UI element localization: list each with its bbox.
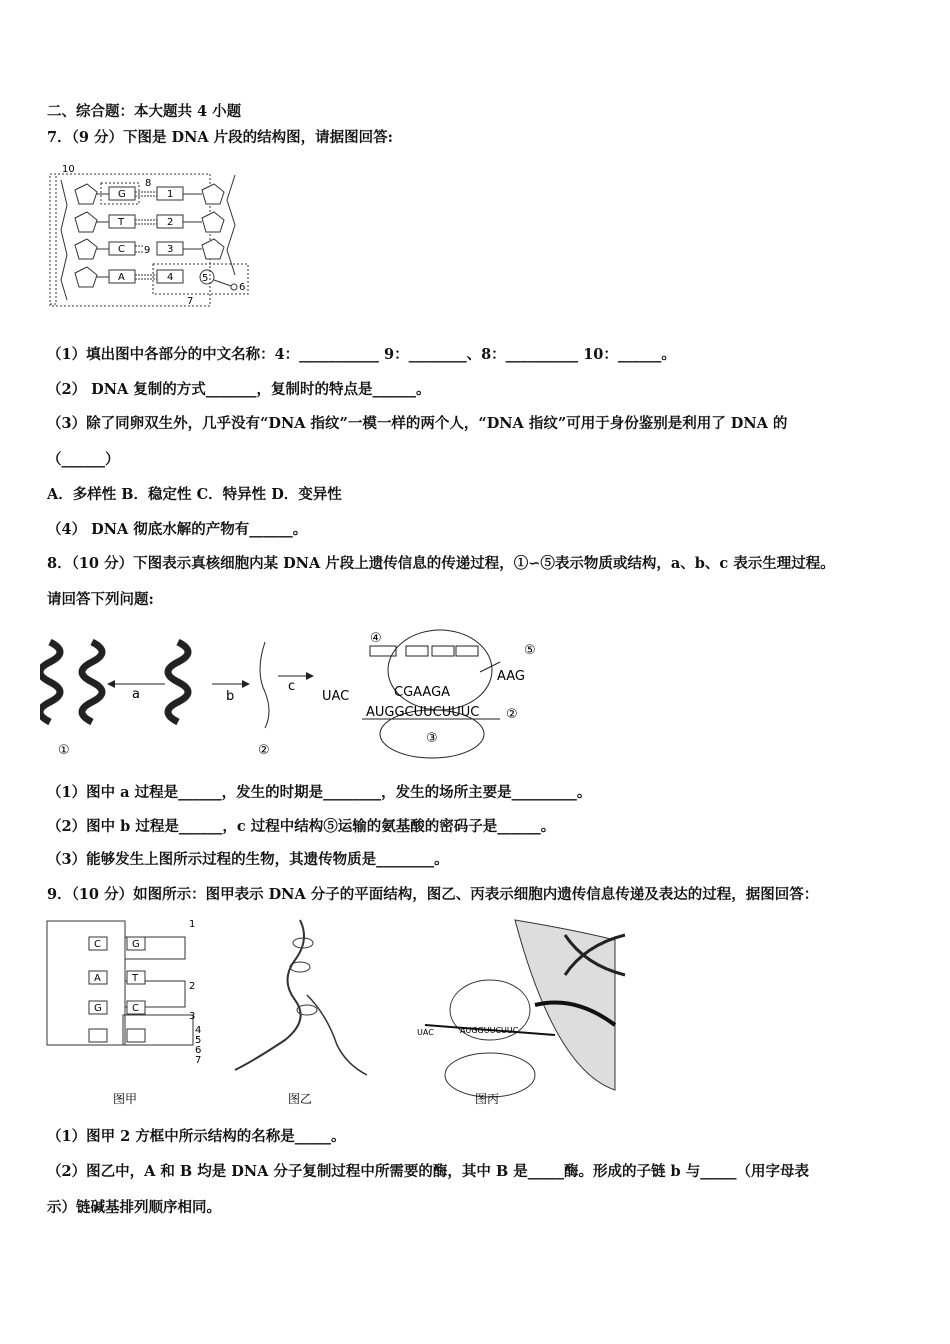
q9-jia-c: C	[94, 939, 101, 950]
q9-bing-mrna: AUGGUUCUUC	[460, 1026, 519, 1035]
q9-jia-c2: C	[132, 1003, 139, 1014]
q9-jia-1: 1	[189, 919, 196, 930]
q8-circle-1: ①	[58, 743, 70, 758]
q8-label-b: b	[226, 689, 235, 704]
q8-stem2: 请回答下列问题:	[47, 591, 154, 608]
q7-part1: （1）填出图中各部分的中文名称：4：___________ 9：________、8：__________ 10：______。	[47, 346, 676, 363]
section-heading: 二、综合题：本大题共 4 小题	[47, 103, 242, 120]
q7-num-3: 3	[167, 244, 174, 255]
q9-part2-cont: 示）链碱基排列顺序相同。	[47, 1199, 221, 1216]
q7-label-10: 10	[62, 164, 75, 175]
q9-jia-3: 3	[189, 1011, 196, 1022]
q7-num-4: 4	[167, 272, 174, 283]
q8-circle-2-left: ②	[258, 743, 270, 758]
q8-stem: 8．（10 分）下图表示真核细胞内某 DNA 片段上遗传信息的传递过程，①∽⑤表示物质或结构，a、b、c 表示生理过程。	[47, 555, 835, 572]
q9-jia-2: 2	[189, 981, 196, 992]
q9-part1: （1）图甲 2 方框中所示结构的名称是_____。	[47, 1128, 346, 1145]
q9-jia-6: 6	[195, 1045, 202, 1056]
q8-part3: （3）能够发生上图所示过程的生物，其遗传物质是________。	[47, 851, 449, 868]
q9-part2: （2）图乙中，A 和 B 均是 DNA 分子复制过程中所需要的酶，其中 B 是_____酶。形成的子链 b 与_____（用字母表	[47, 1163, 809, 1180]
q8-mrna: AUGGCUUCUUUC	[366, 705, 480, 720]
q8-part2: （2）图中 b 过程是______，c 过程中结构⑤运输的氨基酸的密码子是______。	[47, 818, 556, 835]
q7-part3: （3）除了同卵双生外，几乎没有“DNA 指纹”一模一样的两个人，“DNA 指纹”可用于身份鉴别是利用了 DNA 的	[47, 415, 788, 432]
q7-base-t: T	[118, 217, 125, 228]
q8-circle-4: ④	[370, 631, 382, 646]
q7-label-7: 7	[187, 296, 194, 307]
q7-base-g: G	[118, 189, 126, 200]
q8-aag: AAG	[497, 669, 525, 684]
q9-caption-yi: 图乙	[288, 1092, 313, 1106]
q7-part3-answer: （______）	[47, 451, 120, 468]
q7-label-9: 9	[144, 245, 151, 256]
q9-jia-t: T	[132, 973, 139, 984]
q9-bing-uac: UAC	[417, 1028, 434, 1037]
q9-caption-jia: 图甲	[113, 1092, 138, 1106]
q9-jia-5: 5	[195, 1035, 202, 1046]
q7-label-5: 5	[202, 273, 209, 284]
q7-base-c: C	[118, 244, 125, 255]
q8-cgaaga: CGAAGA	[394, 685, 451, 700]
q7-options: A．多样性 B．稳定性 C．特异性 D．变异性	[47, 486, 342, 503]
q8-circle-2: ②	[506, 707, 518, 722]
q9-caption-bing: 图丙	[475, 1092, 500, 1106]
q7-num-1: 1	[167, 189, 174, 200]
q8-label-a: a	[132, 687, 140, 702]
q7-label-6: 6	[239, 282, 246, 293]
q8-process-figure	[40, 622, 540, 762]
q7-num-2: 2	[167, 217, 174, 228]
q9-jia-4: 4	[195, 1025, 202, 1036]
q9-jia-a: A	[94, 973, 101, 984]
q8-circle-5: ⑤	[524, 643, 536, 658]
q8-part1: （1）图中 a 过程是______，发生的时期是________，发生的场所主要是_________。	[47, 784, 592, 801]
q8-uac: UAC	[322, 689, 350, 704]
q7-part4: （4） DNA 彻底水解的产物有______。	[47, 521, 308, 538]
q7-stem: 7．（9 分）下图是 DNA 片段的结构图，请据图回答:	[47, 129, 394, 146]
q9-figures	[45, 915, 665, 1110]
q9-jia-7: 7	[195, 1055, 202, 1066]
q7-part2: （2） DNA 复制的方式_______，复制时的特点是______。	[47, 381, 431, 398]
q9-jia-g2: G	[132, 939, 140, 950]
q7-label-8: 8	[145, 178, 152, 189]
q9-jia-g: G	[94, 1003, 102, 1014]
q9-stem: 9．（10 分）如图所示：图甲表示 DNA 分子的平面结构，图乙、丙表示细胞内遗传信息传递及表达的过程，据图回答：	[47, 886, 819, 903]
q8-label-c: c	[288, 679, 296, 694]
q7-dna-figure	[47, 160, 257, 310]
q8-circle-3: ③	[426, 731, 438, 746]
q7-base-a: A	[118, 272, 125, 283]
